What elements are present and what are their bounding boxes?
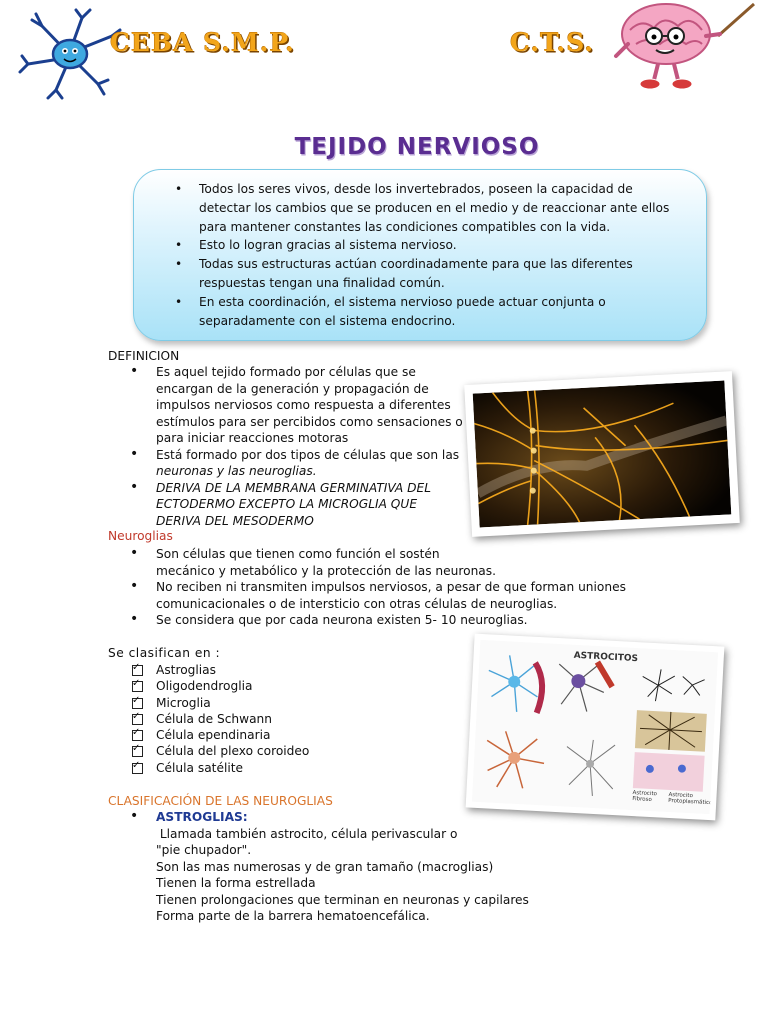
intro-item: • Todas sus estructuras actúan coordinadamente para que las diferentes respuestas tengan una finalidad común.: [174, 255, 682, 293]
neuroglias-item: • No reciben ni transmiten impulsos nerviosos, a pesar de que forman uniones comunicacionales o de intersticio con otras células de neuroglias.: [130, 579, 690, 612]
astrocito-fibroso-label: Astrocito Fibroso: [632, 790, 658, 804]
clasifican-list: [130, 662, 430, 776]
checklist-item: Célula satélite ✓: [130, 760, 430, 776]
brain-teacher-mascot-icon: [608, 0, 760, 92]
checklist-item: Astroglias ✓: [130, 662, 430, 678]
astroglias-label: • ASTROGLIAS:: [156, 810, 248, 824]
neuroglias-heading: Neuroglias: [108, 529, 173, 543]
astrocitos-image: [466, 634, 725, 821]
checklist-item: Célula de Schwann ✓: [130, 711, 430, 727]
astroglias-block: [130, 809, 550, 925]
astroglias-item: • ASTROGLIAS: Llamada también astrocito, célula perivascular o "pie chupador". Son las mas numerosas y de gran tamaño (macroglias) Tienen la forma estrellada Tienen prolongaciones que terminan en neuronas y capilares Forma parte de la barrera hematoencefálica.: [130, 809, 550, 925]
nervous-system-photo: [464, 371, 740, 537]
astrocitos-image-title: ASTROCITOS: [573, 650, 639, 665]
definicion-item: • Está formado por dos tipos de células que son las neuronas y las neuroglias.: [130, 447, 470, 480]
checklist-item: Oligodendroglia ✓: [130, 678, 430, 694]
intro-item: • En esta coordinación, el sistema nervioso puede actuar conjunta o separadamente con el sistema endocrino.: [174, 293, 682, 331]
checklist-item: Célula ependinaria ✓: [130, 727, 430, 743]
checklist-item: Célula del plexo coroideo ✓: [130, 743, 430, 759]
header-right-title: C.T.S.: [510, 28, 595, 57]
intro-box: [133, 169, 707, 341]
page-title: TEJIDO NERVIOSO: [294, 134, 540, 160]
definicion-item: • DERIVA DE LA MEMBRANA GERMINATIVA DEL ECTODERMO EXCEPTO LA MICROGLIA QUE DERIVA DEL MESODERMO: [130, 480, 470, 530]
clasifican-heading: Se clasifican en :: [108, 646, 221, 660]
definicion-heading: DEFINICION: [108, 349, 180, 363]
astrocito-protoplasmatico-label: Astrocito Protoplasmático: [668, 791, 713, 807]
header-left-title: CEBA S.M.P.: [110, 28, 295, 57]
definicion-item: • Es aquel tejido formado por células que se encargan de la generación y propagación de impulsos nerviosos como respuesta a diferentes estímulos para ser percibidos como sensaciones o para iniciar reacciones motoras: [130, 364, 470, 447]
neuroglias-item: • Se considera que por cada neurona existen 5- 10 neuroglias.: [130, 612, 690, 629]
intro-item: • Esto lo logran gracias al sistema nervioso.: [174, 236, 682, 255]
clasificacion-heading: CLASIFICACIÓN DE LAS NEUROGLIAS: [108, 794, 333, 808]
definicion-list: [130, 364, 470, 529]
checklist-item: Microglia ✓: [130, 695, 430, 711]
neuroglias-item: • Son células que tienen como función el sostén mecánico y metabólico y la protección de las neuronas.: [130, 546, 690, 579]
intro-item: • Todos los seres vivos, desde los invertebrados, poseen la capacidad de detectar los cambios que se producen en el medio y de reaccionar ante ellos para mantener constantes las condiciones compatibles con la vida.: [174, 180, 682, 236]
neuroglias-list: [130, 546, 690, 629]
